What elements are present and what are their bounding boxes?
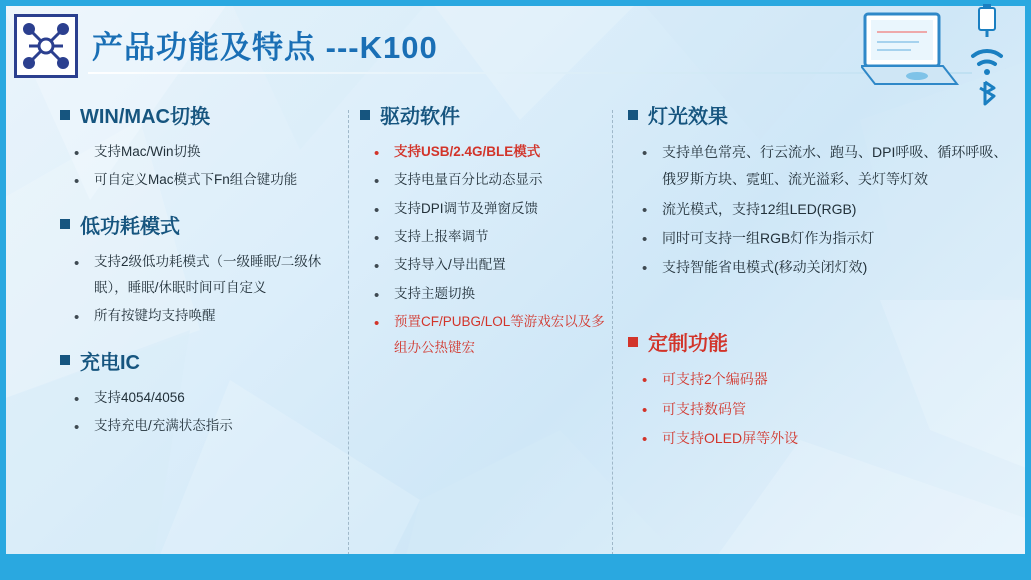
section-charging-ic xyxy=(60,346,345,440)
square-bullet-icon xyxy=(628,337,638,347)
slide-header xyxy=(0,0,1031,96)
laptop-icon xyxy=(861,14,957,84)
list-item: • 支持DPI调节及弹窗反馈 xyxy=(370,196,610,222)
square-bullet-icon xyxy=(60,219,70,229)
column-2 xyxy=(360,100,610,378)
section-win-mac-switch xyxy=(60,100,345,194)
title-underline xyxy=(88,72,972,74)
network-logo-icon xyxy=(14,14,78,78)
section-item-list xyxy=(60,385,345,440)
list-item: • 可支持2个编码器 xyxy=(638,366,1008,393)
list-item: • 支持Mac/Win切换 xyxy=(70,139,345,165)
list-item: • 支持上报率调节 xyxy=(370,224,610,250)
section-heading xyxy=(628,327,1008,356)
list-item-text: 支持USB/2.4G/BLE模式 xyxy=(394,144,541,159)
square-bullet-icon xyxy=(360,110,370,120)
section-heading xyxy=(60,210,345,239)
list-item: • 支持4054/4056 xyxy=(70,385,345,411)
section-item-list xyxy=(360,139,610,362)
usb-icon xyxy=(979,4,995,37)
list-item: • 支持充电/充满状态指示 xyxy=(70,413,345,439)
section-item-list xyxy=(628,366,1008,452)
column-3 xyxy=(628,100,1008,468)
list-item: • 支持电量百分比动态显示 xyxy=(370,167,610,193)
square-bullet-icon xyxy=(628,110,638,120)
list-item: • 可自定义Mac模式下Fn组合键功能 xyxy=(70,167,345,193)
list-item: • 同时可支持一组RGB灯作为指示灯 xyxy=(638,225,1008,252)
section-low-power-mode xyxy=(60,210,345,330)
wifi-icon xyxy=(973,51,1001,75)
list-item: • 支持2级低功耗模式（一级睡眠/二级休眠），睡眠/休眠时间可自定义 xyxy=(70,249,345,302)
section-custom-functions xyxy=(628,327,1008,452)
square-bullet-icon xyxy=(60,110,70,120)
section-item-list xyxy=(628,139,1008,281)
page-title-model: ---K100 xyxy=(325,30,438,65)
section-heading xyxy=(360,100,610,129)
section-item-list xyxy=(60,249,345,330)
section-heading-text: 定制功能 xyxy=(648,333,728,356)
list-item: • 支持智能省电模式(移动关闭灯效) xyxy=(638,254,1008,281)
section-heading-text: 灯光效果 xyxy=(648,106,728,128)
section-item-list xyxy=(60,139,345,194)
list-item: • 可支持OLED屏等外设 xyxy=(638,425,1008,452)
square-bullet-icon xyxy=(60,355,70,365)
section-heading-text: 低功耗模式 xyxy=(80,215,180,238)
list-item: • 流光模式，支持12组LED(RGB) xyxy=(638,196,1008,223)
list-item: • 预置CF/PUBG/LOL等游戏宏以及多组办公热键宏 xyxy=(370,309,610,362)
list-item: • 支持主题切换 xyxy=(370,281,610,307)
column-1 xyxy=(60,100,345,455)
section-heading xyxy=(60,346,345,375)
section-heading-text: 充电IC xyxy=(80,351,140,374)
device-illustration xyxy=(861,4,1021,108)
list-item xyxy=(370,139,610,165)
list-item: • 可支持数码管 xyxy=(638,396,1008,423)
list-item: • 支持导入/导出配置 xyxy=(370,252,610,278)
page-title xyxy=(92,22,438,67)
section-heading-text: WIN/MAC切换 xyxy=(80,106,210,128)
list-item: • 支持单色常亮、行云流水、跑马、DPI呼吸、循环呼吸、俄罗斯方块、霓虹、流光溢彩、关灯等灯效 xyxy=(638,139,1008,194)
section-heading xyxy=(628,100,1008,129)
page-title-main: 产品功能及特点 xyxy=(92,30,316,65)
list-item: • 所有按键均支持唤醒 xyxy=(70,303,345,329)
section-heading-text: 驱动软件 xyxy=(380,106,460,128)
section-light-effects xyxy=(628,100,1008,281)
section-driver-software xyxy=(360,100,610,362)
section-heading xyxy=(60,100,345,129)
bottom-accent-bar xyxy=(6,554,1025,574)
content-columns xyxy=(0,100,1031,560)
